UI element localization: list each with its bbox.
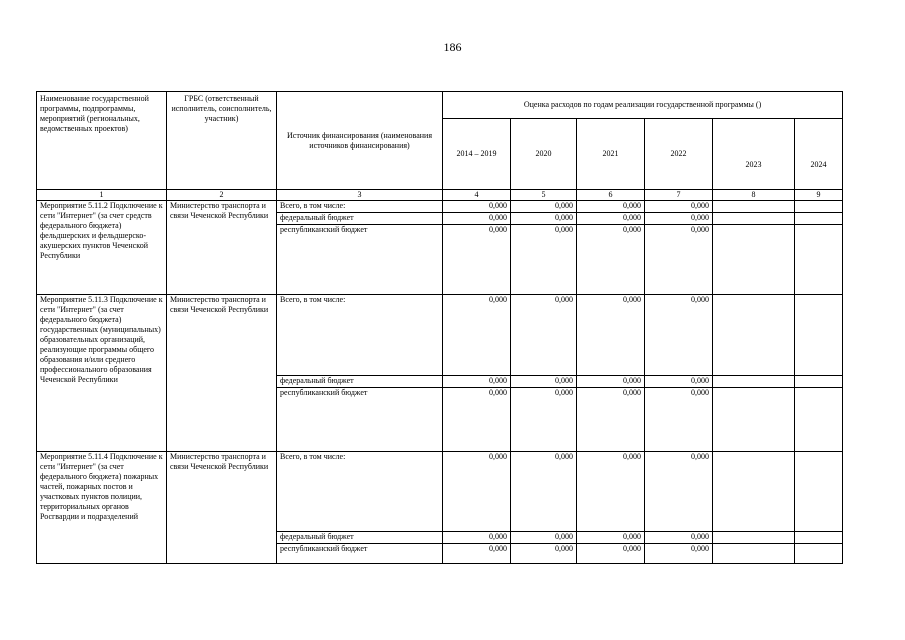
value-cell: 0,000 xyxy=(577,213,645,225)
value-cell: 0,000 xyxy=(443,295,511,376)
source-republic: республиканский бюджет xyxy=(277,388,443,452)
empty-cell xyxy=(795,388,843,452)
value-cell: 0,000 xyxy=(443,532,511,544)
value-cell: 0,000 xyxy=(511,376,577,388)
empty-cell xyxy=(713,388,795,452)
empty-cell xyxy=(795,452,843,532)
source-federal: федеральный бюджет xyxy=(277,532,443,544)
value-cell: 0,000 xyxy=(577,201,645,213)
value-cell: 0,000 xyxy=(577,225,645,295)
column-number: 7 xyxy=(645,190,713,201)
empty-cell xyxy=(713,532,795,544)
empty-cell xyxy=(713,452,795,532)
value-cell: 0,000 xyxy=(645,532,713,544)
empty-cell xyxy=(713,213,795,225)
column-number: 5 xyxy=(511,190,577,201)
empty-cell xyxy=(795,213,843,225)
source-total: Всего, в том числе: xyxy=(277,452,443,532)
value-cell: 0,000 xyxy=(645,544,713,564)
event-name: Мероприятие 5.11.2 Подключение к сети "Интернет" (за счет средств федерального бюджета) фельдшерских и фельдшерско-акушерских пунктов Чеченской Республики xyxy=(37,201,167,295)
value-cell: 0,000 xyxy=(443,544,511,564)
event-grbs: Министерство транспорта и связи Чеченской Республики xyxy=(167,295,277,452)
empty-cell xyxy=(795,544,843,564)
value-cell: 0,000 xyxy=(511,452,577,532)
source-total: Всего, в том числе: xyxy=(277,201,443,213)
header-year: 2020 xyxy=(511,119,577,190)
header-year: 2021 xyxy=(577,119,645,190)
value-cell: 0,000 xyxy=(443,376,511,388)
header-name: Наименование государственной программы, подпрограммы, мероприятий (региональных, ведомственных проектов) xyxy=(37,92,167,190)
value-cell: 0,000 xyxy=(443,201,511,213)
source-total: Всего, в том числе: xyxy=(277,295,443,376)
value-cell: 0,000 xyxy=(577,376,645,388)
empty-cell xyxy=(795,295,843,376)
column-number: 6 xyxy=(577,190,645,201)
page-number: 186 xyxy=(443,40,462,54)
empty-cell xyxy=(713,225,795,295)
source-federal: федеральный бюджет xyxy=(277,376,443,388)
value-cell: 0,000 xyxy=(645,452,713,532)
header-year: 2014 – 2019 xyxy=(443,119,511,190)
source-republic: республиканский бюджет xyxy=(277,544,443,564)
value-cell: 0,000 xyxy=(443,225,511,295)
value-cell: 0,000 xyxy=(577,388,645,452)
value-cell: 0,000 xyxy=(645,388,713,452)
event-name: Мероприятие 5.11.3 Подключение к сети "Интернет" (за счет федерального бюджета) государственных (муниципальных) образовательных организаций, реализующие программы общего образования и/или среднего профессионального образования Чеченской Республики xyxy=(37,295,167,452)
value-cell: 0,000 xyxy=(511,225,577,295)
empty-cell xyxy=(713,295,795,376)
source-federal: федеральный бюджет xyxy=(277,213,443,225)
value-cell: 0,000 xyxy=(443,213,511,225)
header-estimate: Оценка расходов по годам реализации государственной программы () xyxy=(443,92,843,119)
column-number: 9 xyxy=(795,190,843,201)
value-cell: 0,000 xyxy=(511,213,577,225)
empty-cell xyxy=(795,376,843,388)
value-cell: 0,000 xyxy=(511,388,577,452)
empty-cell xyxy=(795,532,843,544)
value-cell: 0,000 xyxy=(645,201,713,213)
header-year: 2024 xyxy=(795,119,843,190)
empty-cell xyxy=(795,201,843,213)
empty-cell xyxy=(795,225,843,295)
value-cell: 0,000 xyxy=(577,452,645,532)
value-cell: 0,000 xyxy=(577,544,645,564)
header-year: 2023 xyxy=(713,119,795,190)
value-cell: 0,000 xyxy=(645,213,713,225)
header-grbs: ГРБС (ответственный исполнитель, соисполнитель, участник) xyxy=(167,92,277,190)
empty-cell xyxy=(713,201,795,213)
header-source: Источник финансирования (наименования источников финансирования) xyxy=(277,92,443,190)
value-cell: 0,000 xyxy=(511,201,577,213)
value-cell: 0,000 xyxy=(577,295,645,376)
event-name: Мероприятие 5.11.4 Подключение к сети "Интернет" (за счет федерального бюджета) пожарных частей, пожарных постов и участковых пунктов полиции, территориальных органов Росгвардии и подразделений xyxy=(37,452,167,564)
value-cell: 0,000 xyxy=(443,388,511,452)
empty-cell xyxy=(713,544,795,564)
column-number: 3 xyxy=(277,190,443,201)
value-cell: 0,000 xyxy=(511,295,577,376)
event-grbs: Министерство транспорта и связи Чеченской Республики xyxy=(167,452,277,564)
source-republic: республиканский бюджет xyxy=(277,225,443,295)
header-year: 2022 xyxy=(645,119,713,190)
column-number: 1 xyxy=(37,190,167,201)
value-cell: 0,000 xyxy=(577,532,645,544)
expenditure-table xyxy=(36,91,843,564)
event-grbs: Министерство транспорта и связи Чеченской Республики xyxy=(167,201,277,295)
column-number: 2 xyxy=(167,190,277,201)
value-cell: 0,000 xyxy=(511,532,577,544)
empty-cell xyxy=(713,376,795,388)
value-cell: 0,000 xyxy=(645,376,713,388)
column-number: 4 xyxy=(443,190,511,201)
value-cell: 0,000 xyxy=(645,295,713,376)
column-number: 8 xyxy=(713,190,795,201)
value-cell: 0,000 xyxy=(443,452,511,532)
value-cell: 0,000 xyxy=(511,544,577,564)
value-cell: 0,000 xyxy=(645,225,713,295)
